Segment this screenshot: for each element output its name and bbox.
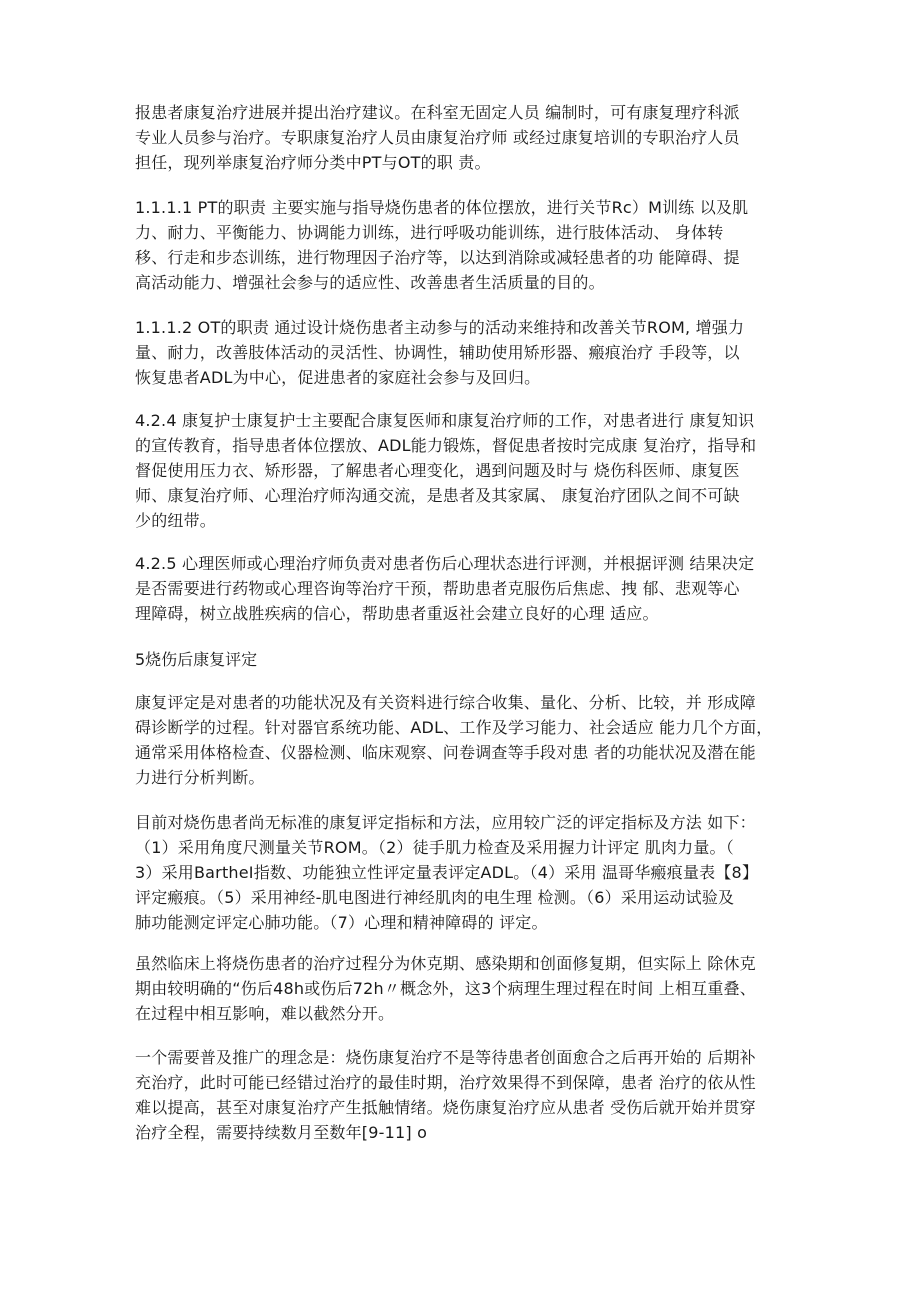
text-line: 期由较明确的“伤后48h或伤后72h〃概念外，这3个病理生理过程在时间 上相互重叠、 (135, 979, 756, 998)
text-line: 一个需要普及推广的理念是：烧伤康复治疗不是等待患者创面愈合之后再开始的 后期补 (135, 1048, 756, 1067)
paragraph-treatment-phases (135, 951, 805, 1026)
text-line: 担任，现列举康复治疗师分类中PT与OT的职 责。 (135, 153, 491, 172)
text-line: 量、耐力，改善肢体活动的灵活性、协调性，辅助使用矫形器、瘢痕治疗 手段等，以 (135, 343, 740, 362)
text-line: 充治疗，此时可能已经错过治疗的最佳时期，治疗效果得不到保障，患者 治疗的依从性 (135, 1073, 756, 1092)
text-line: 4.2.4 康复护士康复护士主要配合康复医师和康复治疗师的工作，对患者进行 康复知识 (135, 411, 755, 430)
text-line: 治疗全程，需要持续数月至数年[9-11] o (135, 1123, 428, 1142)
text-line: 恢复患者ADL为中心，促进患者的家庭社会参与及回归。 (135, 368, 541, 387)
text-line: 1.1.1.2 OT的职责 通过设计烧伤患者主动参与的活动来维持和改善关节ROM, 增强力 (135, 318, 745, 337)
text-line: 难以提高，甚至对康复治疗产生抵触情绪。烧伤康复治疗应从患者 受伤后就开始并贯穿 (135, 1098, 756, 1117)
section-heading (135, 647, 257, 672)
paragraph-ot-duties (135, 315, 805, 390)
text-line: 目前对烧伤患者尚无标准的康复评定指标和方法，应用较广泛的评定指标及方法 如下： (135, 813, 756, 832)
text-line: 力、耐力、平衡能力、协调能力训练，进行呼吸功能训练，进行肢体活动、 身体转 (135, 223, 724, 242)
paragraph-assessment-definition (135, 690, 805, 790)
paragraph-psychologist (135, 551, 805, 626)
paragraph-treatment-staff (135, 100, 805, 175)
text-line: 专业人员参与治疗。专职康复治疗人员由康复治疗师 或经过康复培训的专职治疗人员 (135, 128, 740, 147)
paragraph-assessment-methods (135, 810, 805, 935)
paragraph-early-rehab-concept (135, 1045, 805, 1145)
text-line: 少的纽带。 (135, 511, 217, 530)
text-line: 报患者康复治疗进展并提出治疗建议。在科室无固定人员 编制时，可有康复理疗科派 (135, 103, 740, 122)
paragraph-pt-duties (135, 195, 805, 295)
text-line: 4.2.5 心理医师或心理治疗师负责对患者伤后心理状态进行评测，并根据评测 结果决定 (135, 554, 755, 573)
text-line: 力进行分析判断。 (135, 768, 265, 787)
text-line: 肺功能测定评定心肺功能。（7）心理和精神障碍的 评定。 (135, 913, 548, 932)
text-line: 碍诊断学的过程。针对器官系统功能、ADL、工作及学习能力、社会适应 能力几个方面， (135, 718, 773, 737)
text-line: 高活动能力、增强社会参与的适应性、改善患者生活质量的目的。 (135, 273, 605, 292)
text-line: 理障碍，树立战胜疾病的信心，帮助患者重返社会建立良好的心理 适应。 (135, 604, 659, 623)
text-line: 1.1.1.1 PT的职责 主要实施与指导烧伤患者的体位摆放，进行关节Rc）M训练 以及肌 (135, 198, 749, 217)
text-line: 康复评定是对患者的功能状况及有关资料进行综合收集、量化、分析、比较，并 形成障 (135, 693, 756, 712)
text-line: （1）采用角度尺测量关节ROM。（2）徒手肌力检查及采用握力计评定 肌肉力量。（ (135, 838, 734, 857)
heading-text: 5烧伤后康复评定 (135, 650, 258, 669)
text-line: 虽然临床上将烧伤患者的治疗过程分为休克期、感染期和创面修复期，但实际上 除休克 (135, 954, 756, 973)
text-line: 在过程中相互影响，难以截然分开。 (135, 1004, 395, 1023)
text-line: 是否需要进行药物或心理咨询等治疗干预，帮助患者克服伤后焦虑、拽 郁、悲观等心 (135, 579, 740, 598)
text-line: 移、行走和步态训练，进行物理因子治疗等，以达到消除或减轻患者的功 能障碍、提 (135, 248, 740, 267)
text-line: 师、康复治疗师、心理治疗师沟通交流，是患者及其家属、 康复治疗团队之间不可缺 (135, 486, 740, 505)
text-line: 的宣传教育，指导患者体位摆放、ADL能力锻炼，督促患者按时完成康 复治疗，指导和 (135, 436, 757, 455)
text-line: 督促使用压力衣、矫形器，了解患者心理变化，遇到问题及时与 烧伤科医师、康复医 (135, 461, 740, 480)
paragraph-rehab-nurse (135, 408, 805, 533)
text-line: 通常采用体格检查、仪器检测、临床观察、问卷调查等手段对患 者的功能状况及潜在能 (135, 743, 756, 762)
text-line: 评定瘢痕。（5）采用神经-肌电图进行神经肌肉的电生理 检测。（6）采用运动试验及 (135, 888, 735, 907)
text-line: 3）采用BartheI指数、功能独立性评定量表评定ADL。（4）采用 温哥华瘢痕量表【8】 (135, 863, 759, 882)
